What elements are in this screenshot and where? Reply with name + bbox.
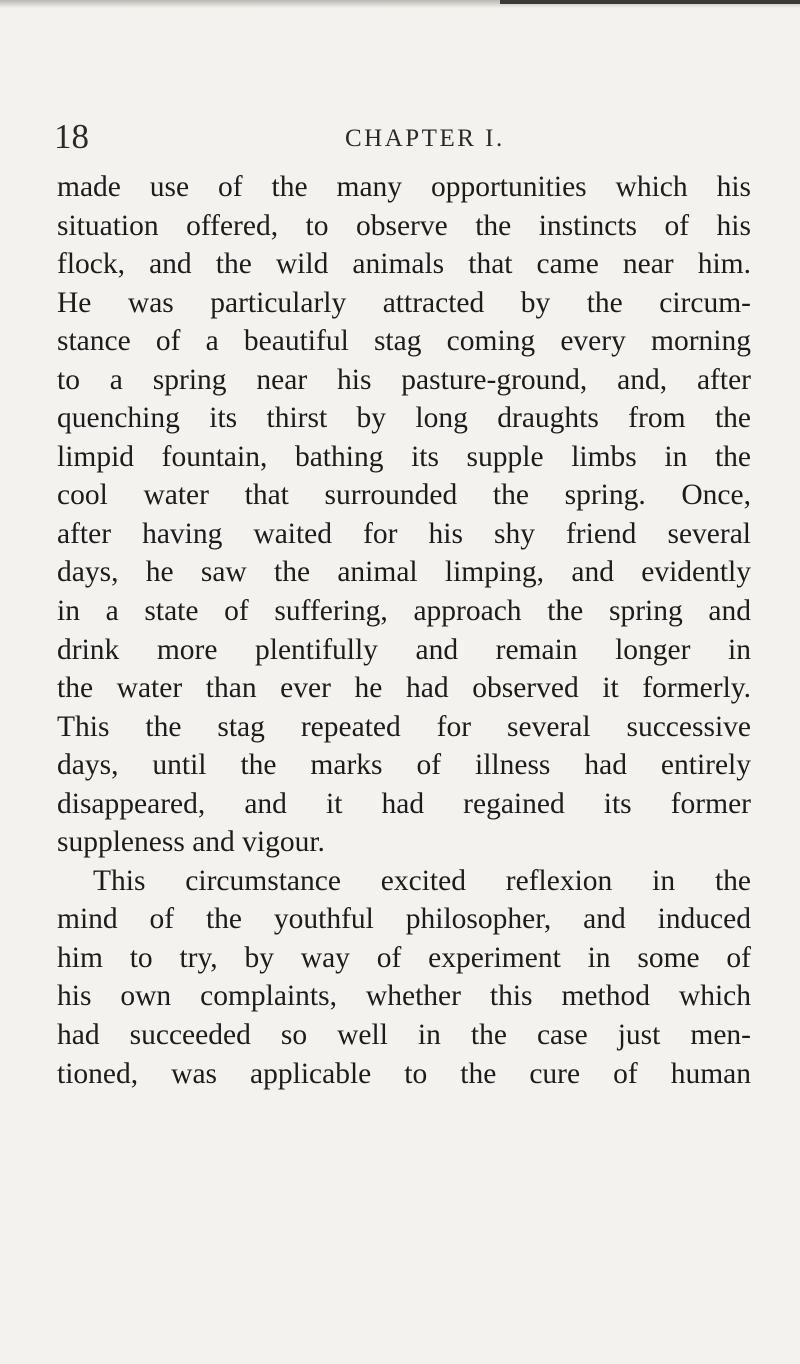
text-line: to a spring near his pasture-ground, and, after xyxy=(57,363,751,396)
text-line: disappeared, and it had regained its former xyxy=(57,787,751,820)
text-line: drink more plentifully and remain longer in xyxy=(57,633,751,666)
text-line: made use of the many opportunities which his xyxy=(57,171,751,203)
text-line: stance of a beautiful stag coming every morning xyxy=(57,325,751,358)
text-line: after having waited for his shy friend several xyxy=(57,517,751,550)
page-header xyxy=(0,117,800,157)
text-line: his own complaints, whether this method which xyxy=(57,980,751,1013)
text-line: the water than ever he had observed it formerly. xyxy=(57,672,751,705)
text-line: in a state of suffering, approach the spring and xyxy=(57,595,751,628)
page-top-edge-shadow xyxy=(500,0,800,4)
running-head: CHAPTER I. xyxy=(345,125,505,152)
text-line: He was particularly attracted by the circum- xyxy=(57,286,751,319)
text-line: had succeeded so well in the case just men- xyxy=(57,1019,751,1052)
text-line: This the stag repeated for several successive xyxy=(57,710,751,743)
text-line: days, he saw the animal limping, and evidently xyxy=(57,556,751,589)
page-number: 18 xyxy=(54,117,89,156)
text-line: quenching its thirst by long draughts from the xyxy=(57,402,751,435)
text-line: limpid fountain, bathing its supple limbs in the xyxy=(57,440,751,473)
paragraph-end-line: suppleness and vigour. xyxy=(57,826,325,859)
text-line: mind of the youthful philosopher, and induced xyxy=(57,903,751,936)
text-line: days, until the marks of illness had entirely xyxy=(57,749,751,782)
text-line: situation offered, to observe the instincts of his xyxy=(57,209,751,242)
paragraph-start-line: This circumstance excited reflexion in the xyxy=(93,864,751,897)
body-text xyxy=(57,168,751,1093)
text-line: tioned, was applicable to the cure of human xyxy=(57,1057,751,1090)
text-line: flock, and the wild animals that came near him. xyxy=(57,248,751,281)
text-line: him to try, by way of experiment in some of xyxy=(57,941,751,974)
text-line: cool water that surrounded the spring. Once, xyxy=(57,479,751,512)
